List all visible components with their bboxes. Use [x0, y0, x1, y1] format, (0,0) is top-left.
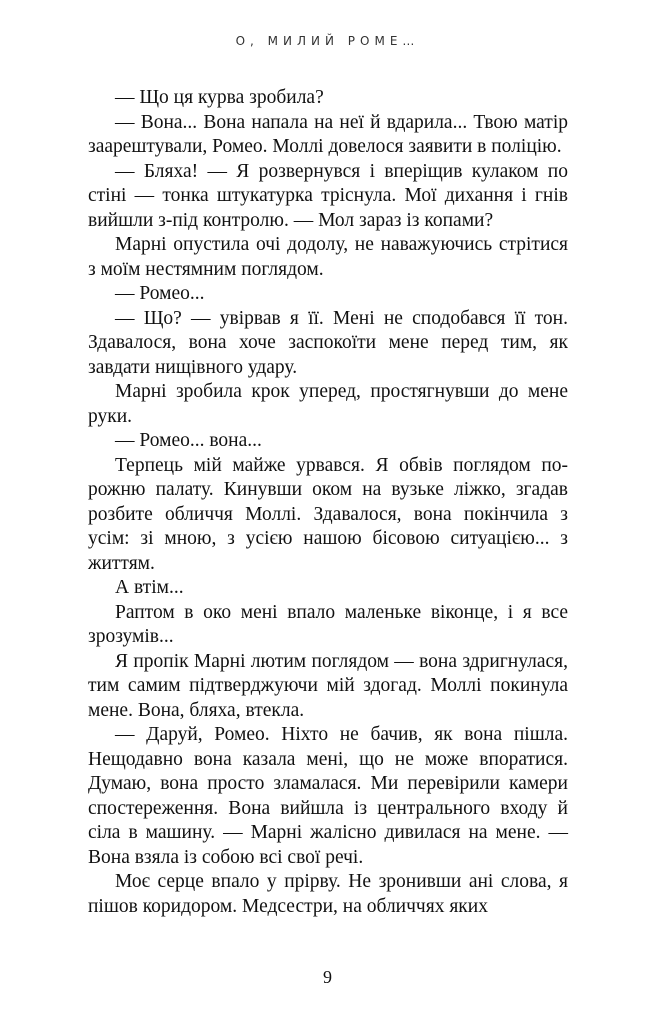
paragraph: — Вона... Вона напала на неї й вдарила... Твою матір заарештували, Ромео. Моллі довелося заявити в поліцію. [88, 111, 568, 157]
paragraph: Я пропік Марні лютим поглядом — вона здригнулася, тим самим підтверджуючи мій здогад. Моллі покинула мене. Вона, бляха, втекла. [88, 650, 568, 721]
paragraph: Марні опустила очі додолу, не наважуючись стрітися з моїм нестямним поглядом. [88, 234, 568, 280]
paragraph: — Бляха! — Я розвернувся і вперіщив кулаком по стіні — тонка штукатурка тріснула. Мої дихання і гнів вийшли з-під контролю. — Мол зараз із копами? [88, 160, 568, 231]
paragraph: — Ромео... вона... [115, 430, 262, 451]
running-head: О, МИЛИЙ РОМЕ… [235, 34, 420, 48]
paragraph: А втім... [115, 577, 184, 598]
paragraph: Терпець мій майже урвався. Я обвів поглядом порожню палату. Кинувши оком на вузьке ліжко, згадав розбите обличчя Моллі. Здавалося, вона покінчила з усім: зі мною, з усією нашою бісовою ситуацією... з життям. [88, 454, 568, 574]
paragraph: — Що ця курва зробила? [115, 87, 324, 108]
paragraph: Моє серце впало у прірву. Не зронивши ані слова, я пішов коридором. Медсестри, на обличчях яких [88, 871, 568, 917]
page-number: 9 [323, 967, 332, 987]
paragraph: — Ромео... [115, 283, 205, 304]
paragraph: — Даруй, Ромео. Ніхто не бачив, як вона пішла. Нещодавно вона казала мені, що не може впоратися. Думаю, вона просто зламалася. Ми перевірили камери спостереження. Вона вийшла із центрального входу й сіла в машину. — Марні жалісно дивилася на мене. — Вона взяла із собою всі свої речі. [88, 724, 568, 868]
paragraph: — Що? — увірвав я її. Мені не сподобався її тон. Здавалося, вона хоче заспокоїти мене перед тим, як завдати нищівного удару. [88, 307, 568, 378]
body-text [88, 86, 568, 919]
paragraph: Раптом в око мені впало маленьке віконце, і я все зрозумів... [88, 601, 568, 647]
paragraph: Марні зробила крок уперед, простягнувши до мене руки. [88, 381, 568, 427]
